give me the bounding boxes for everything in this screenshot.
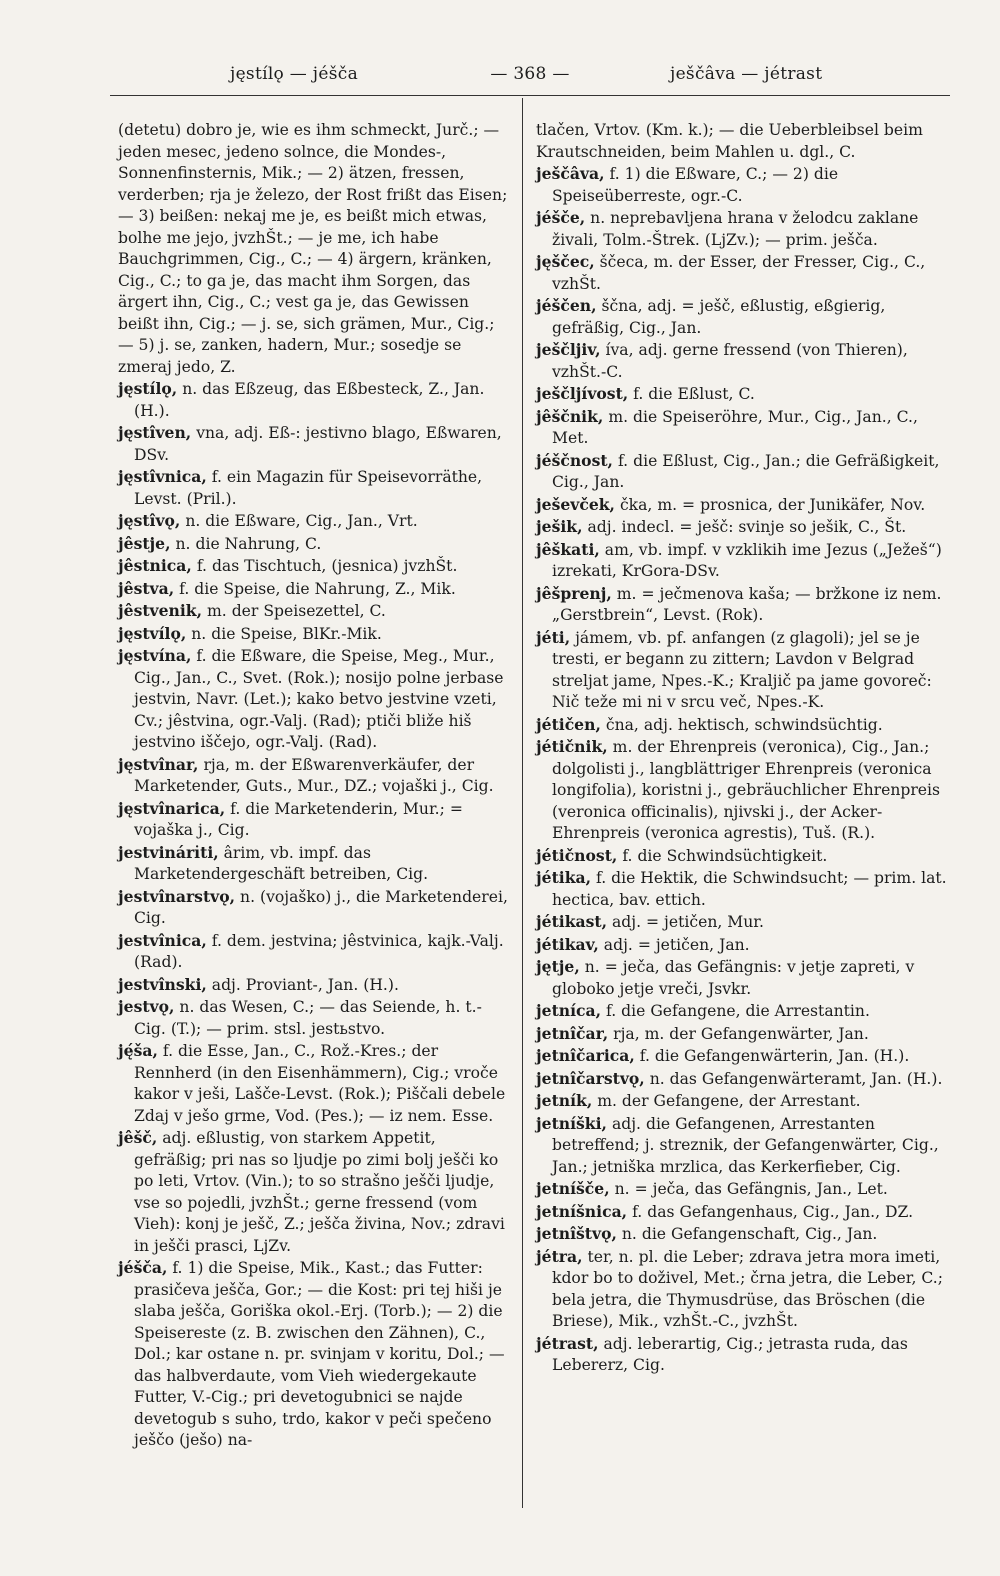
entry-definition: m. der Ehrenpreis (veronica), Cig., Jan.; dolgolisti j., langblättriger Ehrenpreis (veronica longifolia), koristni j., gebräuchlicher Ehrenpreis (veronica officinalis), njivski j., der Acker-Ehrenpreis (veronica agrestis), Tuš. (R.). [552, 738, 941, 842]
entry-headword: jéščnost, [536, 450, 613, 470]
entry-headword: jęstîven, [118, 423, 192, 442]
dictionary-entry [118, 1127, 510, 1257]
entry-definition: n. (vojaško) j., die Marketenderei, Cig. [134, 887, 508, 927]
entry-headword: jétra, [536, 1246, 583, 1266]
entry-headword: jęščec, [536, 252, 595, 271]
dictionary-entry [536, 163, 952, 207]
entry-headword: jetnîčar, [536, 1023, 609, 1043]
dictionary-entry [536, 867, 952, 911]
entry-definition: f. die Gefangenwärterin, Jan. (H.). [639, 1047, 910, 1065]
entry-definition: f. 1) die Speise, Mik., Kast.; das Futter: prasičeva ješča, Gor.; — die Kost: pri tej hiši je slaba ješča, Goriška okol.-Erj. (Torb.); — 2) die Speisereste (z. B. zwischen den Zähnen), C., Dol.; kar ostane n. pr. svinjam v koritu, Dol.; — das halbverdaute, vom Vieh wiedergekaute Futter, V.-Cig.; pri devetogubnici se najde devetogub s suho, trdo, kakor v peči spečeno ješčo (ješo) na- [134, 1259, 505, 1449]
entry-headword: ješik, [536, 517, 583, 536]
entry-headword: jętje, [536, 957, 580, 976]
entry-definition: íva, adj. gerne fressend (von Thieren), vzhŠt.-C. [552, 341, 908, 381]
entry-headword: jêšprenj, [536, 583, 612, 603]
entry-headword: ješčljiv, [536, 340, 601, 359]
entry-definition: f. die Marketenderin, Mur.; = vojaška j., Cig. [134, 799, 463, 839]
dictionary-entry [536, 1333, 952, 1377]
header-rule [110, 95, 950, 96]
entry-headword: jêšč, [118, 1128, 158, 1147]
entry-definition: f. die Hektik, die Schwindsucht; — prim. lat. hectica, bav. ettich. [552, 869, 947, 909]
entry-headword: jétikav, [536, 934, 599, 954]
dictionary-entry [118, 1257, 510, 1452]
entry-definition: m. der Gefangene, der Arrestant. [597, 1092, 861, 1110]
dictionary-entry [118, 120, 510, 378]
dictionary-entry [536, 339, 952, 383]
entry-headword: jéšča, [118, 1258, 168, 1277]
entry-definition: f. das Gefangenhaus, Cig., Jan., DZ. [632, 1202, 914, 1221]
dictionary-entry [536, 1113, 952, 1179]
entry-headword: jestvinári̇ti, [118, 842, 219, 862]
dictionary-entry [536, 1090, 952, 1113]
dictionary-entry [118, 510, 510, 533]
entry-headword: jéščen, [536, 296, 597, 315]
entry-definition: (detetu) dobro je, wie es ihm schmeckt, Jurč.; — jeden mesec, jedeno solnce, die Mondes-, Sonnenfinsternis, Mik.; — 2) ätzen, fressen, verderben; rja je železo, der Rost frißt das Eisen; — 3) beißen: nekaj me je, es beißt mich etwas, bolhe me jejo, jvzhŠt.; — je me, ich habe Bauchgrimmen, Cig., C.; — 4) ärgern, kränken, Cig., C.; to ga je, das macht ihm Sorgen, das ärgert ihn, Cig., C.; vest ga je, das Gewissen beißt ihn, Cig.; — j. se, sich grämen, Mur., Cig.; — 5) j. se, zanken, hadern, Mur.; sosedje se zmeraj jedo, Z. [118, 121, 508, 376]
right-column [536, 120, 952, 1377]
entry-headword: jęstvílǫ, [118, 623, 187, 643]
dictionary-entry [118, 974, 510, 997]
entry-definition: rja, m. der Eßwarenverkäufer, der Marketender, Guts., Mur., DZ.; vojaški j., Cig. [134, 755, 494, 795]
dictionary-entry [536, 736, 952, 845]
entry-definition: adj. eßlustig, von starkem Appetit, gefräßig; pri nas so ljudje po zimi bolj ješči ko po leti, Vrtov. (Vin.); to so strašno ješči ljudje, vse so pojedli, jvzhŠt.; gerne fressend (vom Vieh): konj je ješč, Z.; ješča živina, Nov.; zdravi in ješči prasci, LjZv. [134, 1129, 505, 1255]
entry-headword: jęstîvǫ, [118, 511, 181, 530]
entry-headword: jétikast, [536, 912, 608, 931]
entry-headword: jestvînarstvǫ, [118, 886, 236, 906]
entry-definition: f. die Gefangene, die Arrestantin. [606, 1002, 870, 1020]
dictionary-entry [118, 886, 510, 930]
header-left-guide-words: jęstílǫ — jéšča [230, 64, 359, 84]
entry-definition: f. die Eßlust, C. [633, 385, 755, 403]
entry-headword: jestvǫ, [118, 997, 175, 1016]
dictionary-entry [536, 1178, 952, 1201]
entry-headword: jestvînica, [118, 930, 207, 950]
entry-definition: rja, m. der Gefangenwärter, Jan. [613, 1024, 869, 1043]
entry-definition: adj. = jetičen, Jan. [603, 935, 750, 954]
entry-definition: f. 1) die Eßware, C.; — 2) die Speiseüberreste, ogr.-C. [552, 165, 839, 205]
entry-headword: ję́ša, [118, 1041, 158, 1060]
dictionary-entry [536, 583, 952, 627]
entry-definition: ščeca, m. der Esser, der Fresser, Cig., C., vzhŠt. [552, 253, 926, 293]
page-number: — 368 — [490, 64, 570, 84]
entry-definition: m. die Speiseröhre, Mur., Cig., Jan., C., Met. [552, 407, 918, 447]
entry-headword: ješevček, [536, 494, 615, 514]
entry-definition: n. das Wesen, C.; — das Seiende, h. t.-Cig. (T.); — prim. stsl. jestьstvo. [134, 998, 482, 1038]
dictionary-entry [536, 120, 952, 163]
entry-definition: ščna, adj. = ješč, eßlustig, eßgierig, gefräßig, Cig., Jan. [552, 297, 886, 337]
dictionary-entry [536, 627, 952, 714]
entry-definition: jámem, vb. pf. anfangen (z glagoli); jel se je tresti, er begann zu zittern; Lavdon v Belgrad streljat jame, Npes.-K.; Kraljič pa jame govoreč: Nič teže mi ni v srcu več, Npes.-K. [552, 628, 932, 711]
dictionary-entry [536, 714, 952, 737]
dictionary-entry [536, 207, 952, 251]
entry-definition: f. dem. jestvina; jêstvinica, kajk.-Valj. (Rad). [134, 931, 504, 971]
dictionary-entry [536, 251, 952, 295]
entry-definition: n. das Gefangenwärteramt, Jan. (H.). [649, 1069, 943, 1088]
entry-definition: f. das Tischtuch, (jesnica) jvzhŠt. [196, 557, 458, 575]
dictionary-entry [536, 494, 952, 517]
entry-definition: n. neprebavljena hrana v želodcu zaklane živali, Tolm.-Štrek. (LjZv.); — prim. ješča. [552, 209, 919, 249]
dictionary-entry [536, 911, 952, 934]
entry-headword: jêškati, [536, 539, 600, 559]
entry-definition: čna, adj. hektisch, schwindsüchtig. [605, 715, 883, 734]
entry-definition: adj. indecl. = ješč: svinje so ješik, C., Št. [587, 518, 907, 536]
entry-definition: adj. leberartig, Cig.; jetrasta ruda, das Lebererz, Cig. [552, 1334, 908, 1374]
dictionary-entry [118, 422, 510, 466]
entry-definition: m. = ječmenova kaša; — bržkone iz nem. „Gerstbrein“, Levst. (Rok). [552, 584, 942, 624]
entry-definition: n. = ječa, das Gefängnis: v jetje zapreti, v globoko jetje vreči, Jsvkr. [552, 958, 915, 998]
dictionary-entry [536, 450, 952, 494]
dictionary-entry [118, 645, 510, 754]
entry-definition: f. die Schwindsüchtigkeit. [622, 846, 828, 865]
entry-definition: f. die Speise, die Nahrung, Z., Mik. [179, 579, 456, 598]
dictionary-entry [118, 555, 510, 578]
dictionary-entry [536, 383, 952, 406]
entry-definition: f. die Eßlust, Cig., Jan.; die Gefräßigkeit, Cig., Jan. [552, 451, 940, 491]
entry-headword: jestvînski, [118, 974, 207, 994]
entry-headword: jétičen, [536, 714, 601, 734]
left-column [118, 120, 510, 1452]
entry-definition: adj. Proviant-, Jan. (H.). [211, 975, 399, 994]
dictionary-entry [118, 842, 510, 886]
entry-definition: f. ein Magazin für Speisevorräthe, Levst. (Pril.). [134, 468, 483, 508]
entry-definition: n. die Speise, BlKr.-Mik. [191, 624, 382, 643]
dictionary-entry [118, 1040, 510, 1127]
entry-definition: ârim, vb. impf. das Marketendergeschäft betreiben, Cig. [134, 843, 429, 883]
entry-headword: ješčljívost, [536, 384, 629, 403]
dictionary-entry [118, 754, 510, 798]
entry-headword: jêstje, [118, 533, 171, 553]
dictionary-entry [118, 533, 510, 556]
page-header [110, 62, 950, 92]
entry-definition: tlačen, Vrtov. (Km. k.); — die Ueberbleibsel beim Krautschneiden, beim Mahlen u. dgl., C. [536, 121, 923, 161]
dictionary-entry [118, 798, 510, 842]
entry-definition: n. die Nahrung, C. [175, 534, 322, 553]
column-divider [522, 98, 523, 1508]
entry-headword: jéti, [536, 627, 571, 647]
entry-definition: m. der Speisezettel, C. [207, 602, 386, 620]
entry-definition: n. = ječa, das Gefängnis, Jan., Let. [614, 1180, 888, 1198]
entry-headword: jetníšnica, [536, 1201, 628, 1221]
entry-definition: ter, n. pl. die Leber; zdrava jetra mora imeti, kdor bo to doživel, Met.; črna jetra, die Leber, C.; bela jetra, die Thymusdrüse, das Bröschen (die Briese), Mik., vzhŠt.-C., jvzhŠt. [552, 1247, 943, 1330]
dictionary-entry [118, 378, 510, 422]
dictionary-entry [536, 1000, 952, 1023]
dictionary-entry [118, 623, 510, 646]
entry-definition: f. die Esse, Jan., C., Rož.-Kres.; der Rennherd (in den Eisenhämmern), Cig.; vroče kakor v ješi, Lašče-Levst. (Rok.); Piščali debele Zdaj v ješo grme, Vod. (Pes.); — iz nem. Esse. [134, 1042, 506, 1125]
entry-headword: jęstîvnica, [118, 467, 207, 486]
dictionary-entry [536, 956, 952, 1000]
dictionary-entry [118, 600, 510, 623]
header-right-guide-words: ješčâva — jétrast [670, 64, 823, 84]
dictionary-entry [536, 1023, 952, 1046]
entry-definition: n. die Gefangenschaft, Cig., Jan. [621, 1225, 878, 1243]
dictionary-entry [536, 934, 952, 957]
entry-definition: n. das Eßzeug, das Eßbesteck, Z., Jan. (H.). [134, 380, 485, 420]
dictionary-entry [118, 996, 510, 1040]
entry-headword: jęstvînar, [118, 754, 199, 774]
dictionary-entry [536, 1223, 952, 1246]
entry-definition: vna, adj. Eß-: jestivno blago, Eßwaren, DSv. [134, 424, 502, 464]
dictionary-entry [536, 539, 952, 583]
dictionary-entry [536, 1201, 952, 1224]
entry-headword: jétičnik, [536, 737, 608, 756]
dictionary-entry [536, 295, 952, 339]
dictionary-entry [536, 1045, 952, 1068]
dictionary-entry [536, 516, 952, 539]
entry-definition: adj. die Gefangenen, Arrestanten betreffend; j. streznik, der Gefangenwärter, Cig., Jan.; jetniška mrzlica, das Kerkerfieber, Cig. [552, 1114, 939, 1176]
dictionary-entry [118, 466, 510, 510]
entry-headword: jéšče, [536, 208, 586, 227]
entry-headword: jêščnik, [536, 406, 604, 426]
entry-headword: jetnîčarstvǫ, [536, 1068, 645, 1088]
entry-definition: čka, m. = prosnica, der Junikäfer, Nov. [619, 495, 926, 514]
entry-definition: n. die Eßware, Cig., Jan., Vrt. [185, 512, 418, 530]
entry-headword: jetníšče, [536, 1179, 610, 1198]
entry-headword: jétika, [536, 868, 592, 887]
entry-headword: jetníca, [536, 1001, 602, 1020]
entry-headword: jetnîčarica, [536, 1046, 635, 1065]
entry-definition: am, vb. impf. v vzklikih ime Jezus („Ježeš“) izrekati, KrGora-DSv. [552, 540, 942, 580]
entry-headword: jęstvína, [118, 646, 192, 665]
dictionary-entry [536, 1246, 952, 1333]
entry-headword: jétrast, [536, 1333, 599, 1353]
entry-headword: jêstva, [118, 578, 175, 598]
dictionary-entry [536, 845, 952, 868]
entry-headword: jêstnica, [118, 556, 192, 575]
entry-headword: jetník, [536, 1091, 593, 1110]
entry-headword: jęstílǫ, [118, 379, 178, 398]
entry-headword: jetníški, [536, 1113, 607, 1133]
entry-headword: jêstvenik, [118, 601, 203, 620]
entry-headword: jétičnost, [536, 845, 618, 865]
dictionary-entry [536, 1068, 952, 1091]
dictionary-entry [118, 578, 510, 601]
entry-headword: jetnîštvǫ, [536, 1224, 617, 1243]
dictionary-entry [536, 406, 952, 450]
entry-headword: ješčâva, [536, 164, 605, 183]
entry-definition: f. die Eßware, die Speise, Meg., Mur., Cig., Jan., C., Svet. (Rok.); nosijo polne jerbase jestvin, Navr. (Let.); kako betvo jestvine vzeti, Cv.; jêstvina, ogr.-Valj. (Rad); ptiči bliže hiš jestvino iščejo, ogr.-Valj. (Rad). [134, 647, 504, 751]
dictionary-entry [118, 930, 510, 974]
entry-definition: adj. = jetičen, Mur. [611, 913, 764, 931]
entry-headword: jęstvînarica, [118, 798, 226, 818]
